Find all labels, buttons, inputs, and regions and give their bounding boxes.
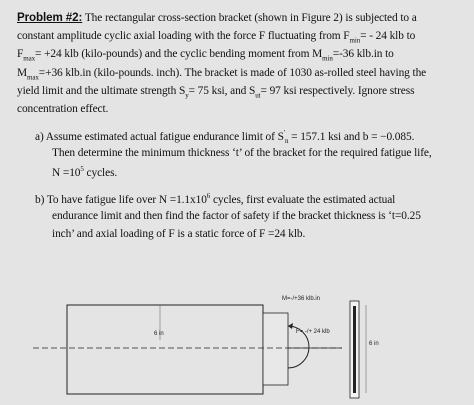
part-b-line-1 <box>35 192 395 206</box>
bracket-pad <box>263 313 288 385</box>
cycles-exponent-b: 6 <box>206 192 211 200</box>
problem-text-3a: F <box>17 48 24 60</box>
bracket-figure <box>0 286 474 405</box>
problem-text-5c: = 97 ksi respectively. Ignore stress <box>260 85 415 97</box>
problem-text-5b: = 75 ksi, and S <box>188 85 256 97</box>
part-b-text-2: endurance limit and then find the factor of safety if the bracket thickness is ‘t=0.25 <box>52 210 421 222</box>
problem-line-2 <box>17 30 415 44</box>
problem-line-4 <box>17 67 426 81</box>
problem-line-5 <box>17 85 414 99</box>
problem-text-4b: =+36 klb.in (kilo-pounds. inch). The bracket is made of 1030 as-rolled steel having the <box>38 67 427 79</box>
problem-line-6 <box>17 103 108 115</box>
problem-text-1: The rectangular cross-section bracket (shown in Figure 2) is subjected to a <box>84 12 417 24</box>
problem-line-3 <box>17 48 394 62</box>
problem-text-6: concentration effect. <box>17 103 109 115</box>
part-a-text-3b: cycles. <box>83 166 118 179</box>
prime-mark: ' <box>283 129 285 137</box>
mmin-subscript: min <box>322 54 333 63</box>
width-label-left: 6 in <box>154 331 164 337</box>
part-a-text-3a: N =10 <box>52 166 81 179</box>
part-a-line-1 <box>35 129 414 145</box>
problem-text-2b: = - 24 klb to <box>360 30 416 42</box>
sut-subscript: ut <box>255 91 261 100</box>
mmax-subscript: max <box>27 73 39 82</box>
part-b-text-3: inch’ and axial loading of F is a static force of F =24 klb. <box>52 228 306 240</box>
part-a-text-1a: a) Assume estimated actual fatigue endurance limit of S <box>35 130 284 143</box>
cycles-exponent: 5 <box>80 165 84 173</box>
side-view-core <box>353 306 356 393</box>
sn-subscript: n <box>284 137 289 146</box>
width-label-right: 6 in <box>369 341 379 347</box>
bracket-body <box>67 305 263 394</box>
part-a-text-2: Then determine the minimum thickness ‘t’ of the bracket for the required fatigue life, <box>52 147 432 159</box>
fmin-subscript: min <box>349 36 361 45</box>
part-a-line-2 <box>52 147 432 159</box>
part-b-text-1a: b) To have fatigue life over N =1.1x10 <box>35 193 207 206</box>
part-a-text-1b: = 157.1 ksi and b = −0.085. <box>288 130 415 143</box>
problem-text-2a: constant amplitude cyclic axial loading with the force F fluctuating from F <box>17 30 350 42</box>
problem-line-1 <box>17 11 417 24</box>
problem-text-4a: M <box>17 67 28 79</box>
problem-text-5a: yield limit and the ultimate strength S <box>17 85 186 97</box>
problem-heading: Problem #2: <box>17 11 83 24</box>
fmax-subscript: max <box>23 54 36 63</box>
problem-text-3b: = +24 klb (kilo-pounds) and the cyclic bending moment from M <box>35 48 323 60</box>
moment-label: M=-/+36 klb.in <box>282 296 321 302</box>
moment-arrow-icon <box>288 323 293 329</box>
part-b-text-1b: cycles, first evaluate the estimated actual <box>210 193 396 206</box>
part-b-line-3 <box>52 228 305 240</box>
part-a-line-3 <box>52 165 117 179</box>
force-label: F= -/+ 24 klb <box>296 329 330 335</box>
part-b-line-2 <box>52 210 421 222</box>
sy-subscript: y <box>185 91 189 100</box>
problem-text-3c: =-36 klb.in to <box>332 48 394 60</box>
